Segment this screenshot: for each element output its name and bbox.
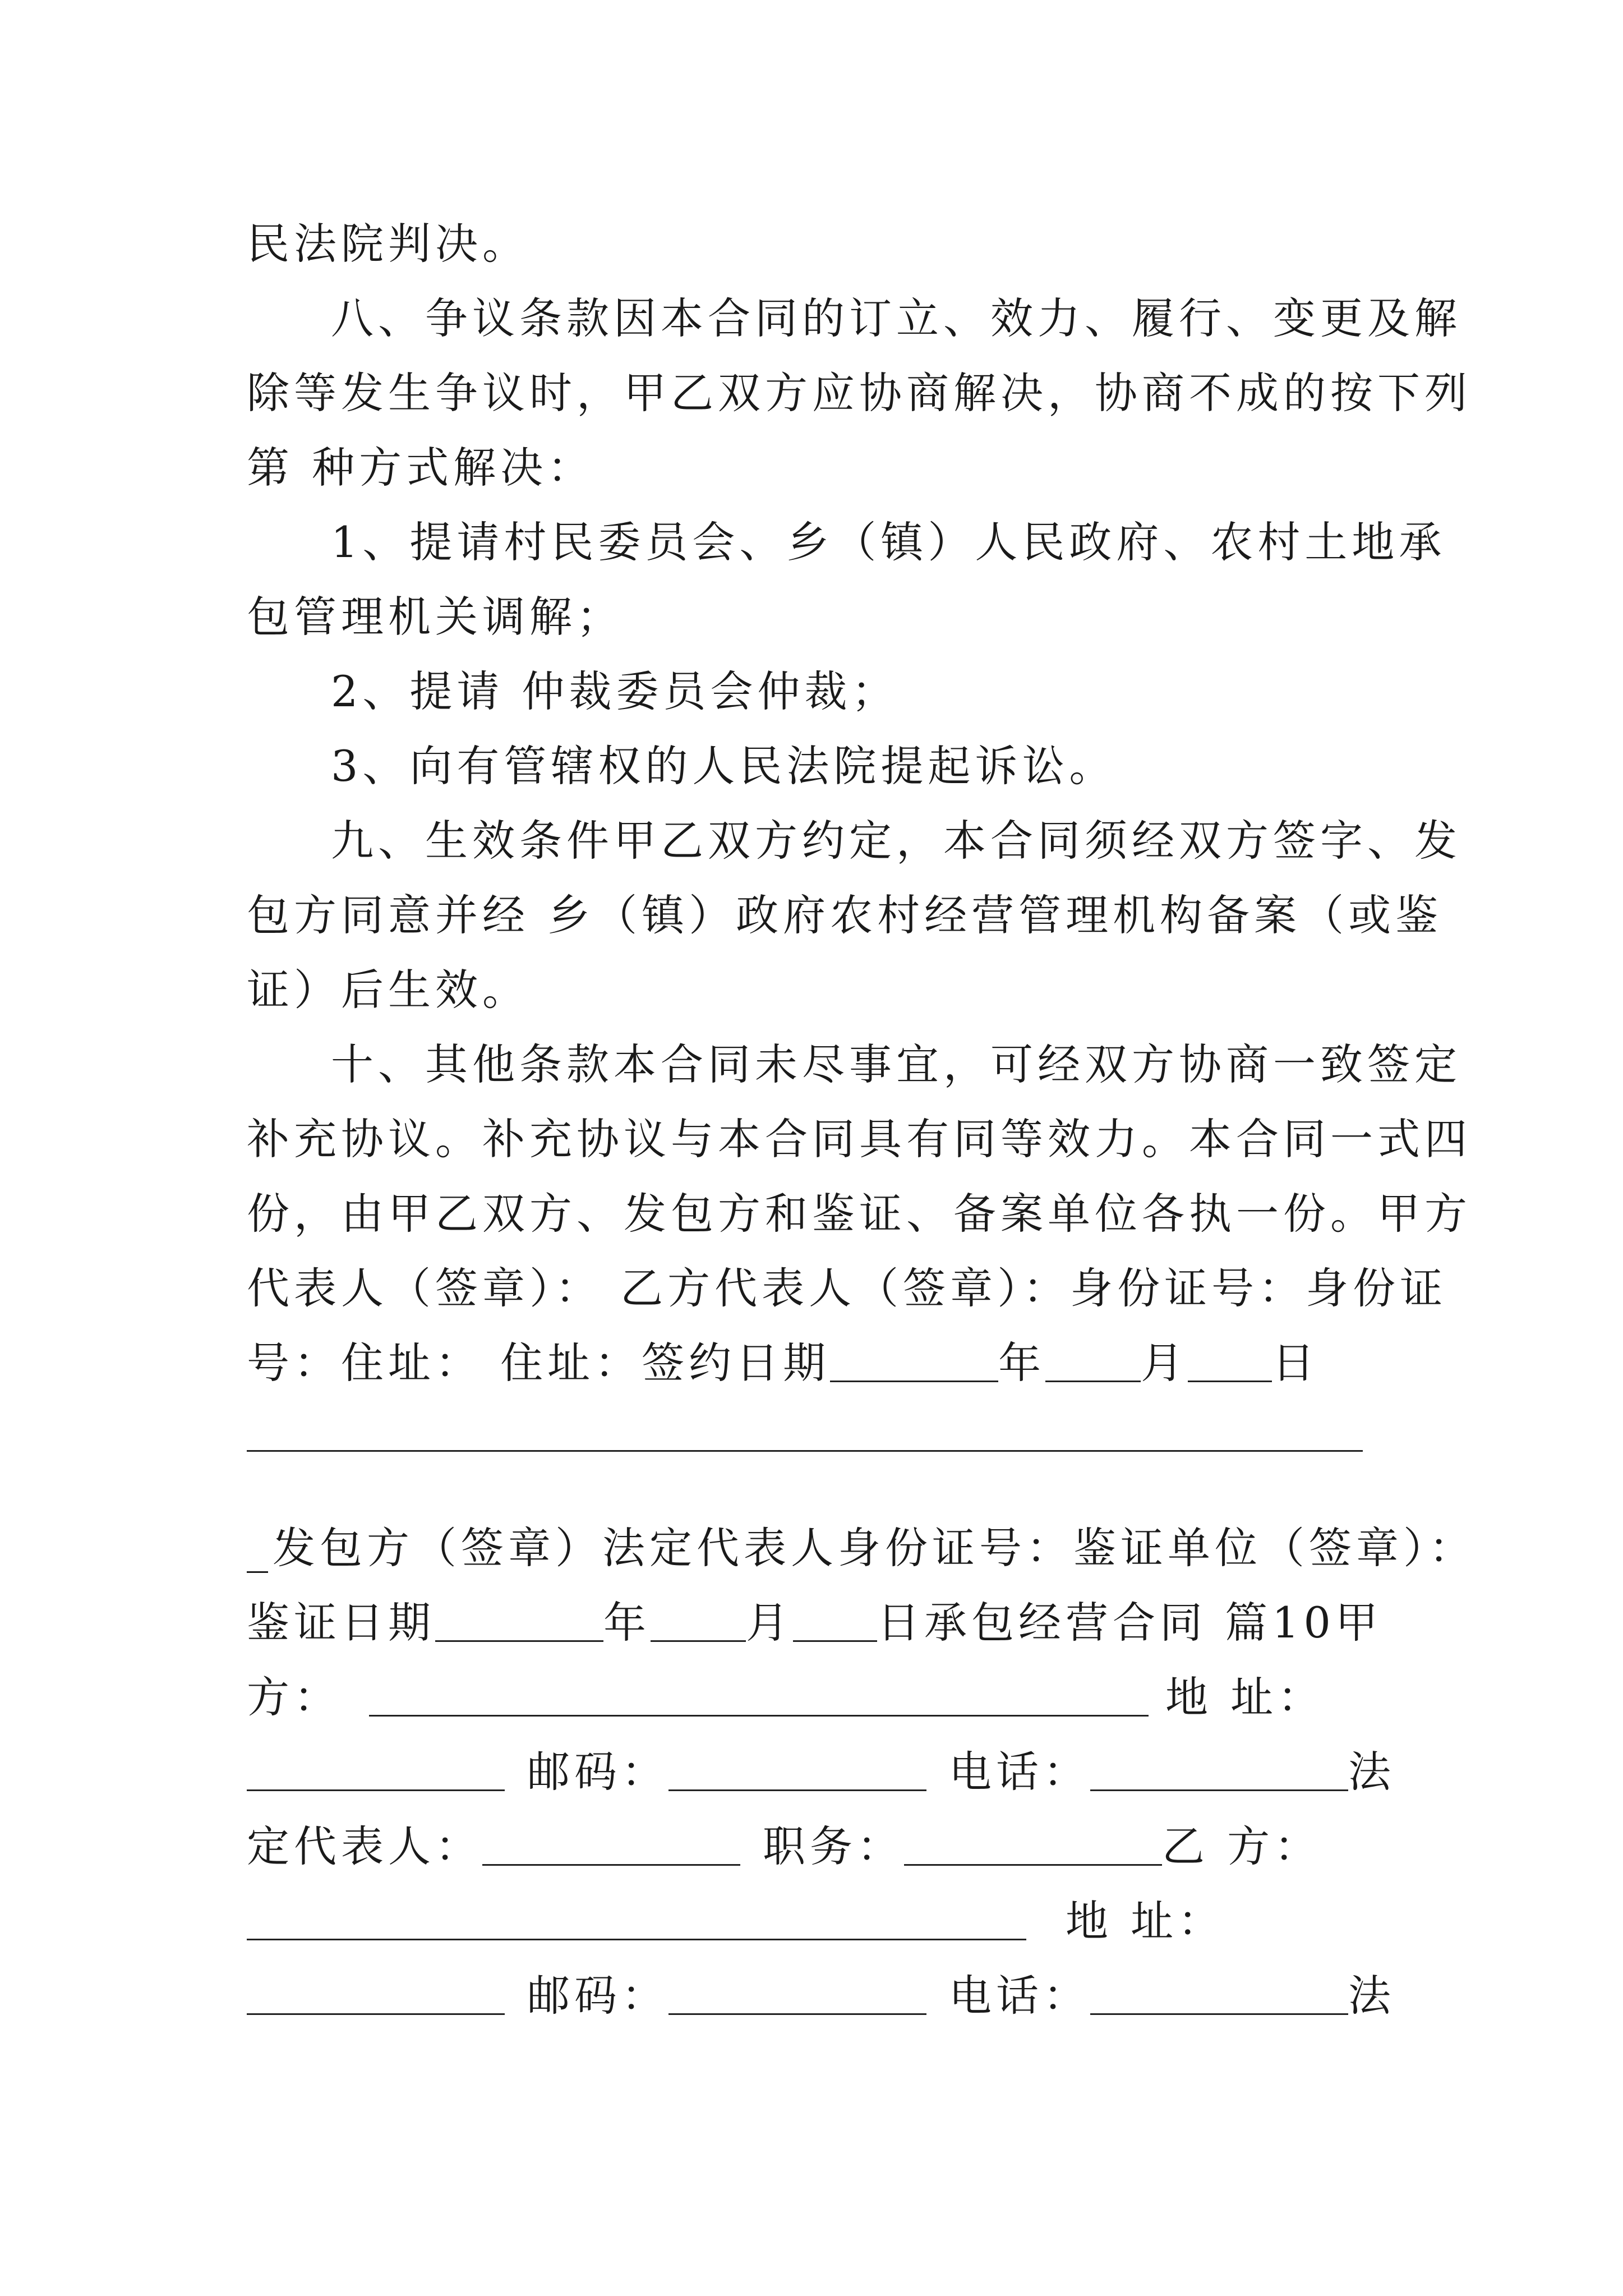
party-b-label: 乙 方： — [1162, 1821, 1322, 1871]
party-b-address-line — [247, 1893, 1385, 1949]
text-line: 第 种方式解决： — [247, 443, 595, 493]
month-label: 月 — [1141, 1338, 1188, 1388]
text-line: 代表人（签章）： 乙方代表人（签章）：身份证号：身份证 — [247, 1263, 1447, 1313]
legal-rep-line — [247, 1819, 1385, 1875]
month-blank — [651, 1601, 746, 1642]
attestation-date-line — [247, 1595, 1385, 1651]
signing-date-prefix: 号：住址： 住址：签约日期 — [247, 1338, 831, 1388]
text-line: 份，由甲乙双方、发包方和鉴证、备案单位各执一份。甲方 — [247, 1189, 1472, 1239]
party-a-label: 方： — [247, 1672, 341, 1722]
year-label: 年 — [603, 1598, 651, 1648]
day-label: 日 — [1272, 1338, 1320, 1388]
text-line: _发包方（签章）法定代表人身份证号：鉴证单位（签章）： — [247, 1523, 1476, 1573]
year-blank — [435, 1601, 603, 1642]
postcode-label: 邮码： — [527, 1747, 668, 1797]
text-line: 十、其他条款本合同未尽事宜，可经双方协商一致签定 — [331, 1039, 1461, 1089]
party-a-line — [247, 1669, 1385, 1726]
contact-line — [247, 1744, 1395, 1800]
legal-rep-blank — [482, 1825, 740, 1866]
phone-blank — [1090, 1974, 1348, 2015]
address-label: 地 址： — [1066, 1896, 1225, 1946]
text-line: 九、生效条件甲乙双方约定，本合同须经双方签字、发 — [331, 816, 1461, 866]
legal-rep-prefix: 法 — [1348, 1747, 1395, 1797]
postcode-label: 邮码： — [527, 1971, 668, 2021]
postcode-blank — [668, 1750, 926, 1791]
year-label: 年 — [998, 1338, 1046, 1388]
address-blank — [247, 1750, 505, 1791]
text-line: 2、提请 仲裁委员会仲裁； — [331, 666, 899, 716]
attestation-date-prefix: 鉴证日期 — [247, 1598, 435, 1648]
postcode-blank — [668, 1974, 926, 2015]
address-label: 地 址： — [1165, 1672, 1325, 1722]
text-line: 3、向有管辖权的人民法院提起诉讼。 — [331, 741, 1117, 791]
phone-blank — [1090, 1750, 1348, 1791]
position-blank — [904, 1825, 1162, 1866]
legal-rep-label: 定代表人： — [247, 1821, 482, 1871]
position-label: 职务： — [763, 1821, 904, 1871]
text-line: 八、争议条款因本合同的订立、效力、履行、变更及解 — [331, 293, 1461, 343]
legal-rep-prefix: 法 — [1348, 1971, 1395, 2021]
month-blank — [1045, 1341, 1141, 1382]
text-line: 证）后生效。 — [247, 965, 529, 1015]
contact-line — [247, 1968, 1395, 2024]
text-line: 1、提请村民委员会、乡（镇）人民政府、农村土地承 — [331, 517, 1446, 567]
text-line: 除等发生争议时，甲乙双方应协商解决，协商不成的按下列 — [247, 368, 1472, 418]
attestation-date-suffix: 日承包经营合同 篇10甲 — [877, 1598, 1382, 1648]
text-line: 包方同意并经 乡（镇）政府农村经营管理机构备案（或鉴 — [247, 890, 1443, 940]
text-line: 补充协议。补充协议与本合同具有同等效力。本合同一式四 — [247, 1114, 1472, 1164]
day-blank — [1188, 1341, 1272, 1382]
year-blank — [830, 1341, 998, 1382]
text-line: 民法院判决。 — [247, 219, 529, 269]
phone-label: 电话： — [949, 1971, 1090, 2021]
text-line: 包管理机关调解； — [247, 592, 624, 642]
separator-line — [247, 1450, 1363, 1452]
party-b-blank — [247, 1899, 1026, 1940]
day-blank — [793, 1601, 877, 1642]
party-a-blank — [369, 1676, 1149, 1717]
address-blank — [247, 1974, 505, 2015]
month-label: 月 — [746, 1598, 793, 1648]
signing-date-line — [247, 1335, 1385, 1391]
phone-label: 电话： — [949, 1747, 1090, 1797]
